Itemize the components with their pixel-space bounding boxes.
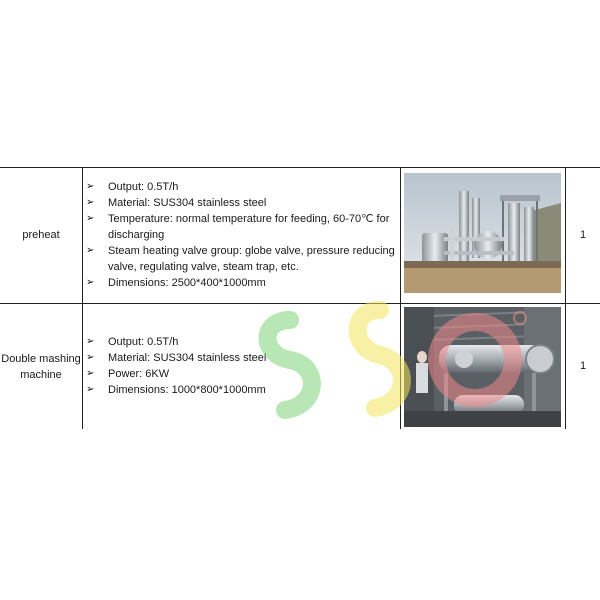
spec-item: ➢ Steam heating valve group: globe valve, pressure reducing valve, regulating valve, steam trap, etc. (86, 245, 395, 273)
arrow-bullet-icon: ➢ (86, 245, 95, 256)
quantity-cell: 1 (579, 229, 587, 241)
equipment-table (0, 167, 600, 429)
equipment-name-cell (0, 167, 82, 303)
equipment-name: preheat (22, 229, 60, 241)
quantity-cell: 1 (579, 360, 587, 372)
row-border-top (0, 167, 600, 168)
spec-item: ➢ Dimensions: 1000*800*1000mm (86, 384, 266, 396)
spec-item: ➢ Dimensions: 2500*400*1000mm (86, 277, 266, 289)
arrow-bullet-icon: ➢ (86, 181, 95, 192)
spec-item: ➢ Power: 6KW (86, 368, 170, 380)
spec-item: ➢ Material: SUS304 stainless steel (86, 352, 267, 364)
equipment-name-cell (0, 304, 82, 429)
arrow-bullet-icon: ➢ (86, 384, 95, 395)
spec-item: ➢ Material: SUS304 stainless steel (86, 197, 267, 209)
column-border-3 (565, 167, 566, 429)
arrow-bullet-icon: ➢ (86, 277, 95, 288)
spec-item: ➢ Output: 0.5T/h (86, 181, 179, 193)
spec-item: ➢ Temperature: normal temperature for feeding, 60-70℃ for discharging (86, 213, 390, 241)
arrow-bullet-icon: ➢ (86, 368, 95, 379)
arrow-bullet-icon: ➢ (86, 352, 95, 363)
mashing-machine-photo-icon (404, 307, 561, 427)
column-border-2 (400, 167, 401, 429)
arrow-bullet-icon: ➢ (86, 213, 95, 224)
arrow-bullet-icon: ➢ (86, 197, 95, 208)
column-border-1 (82, 167, 83, 429)
spec-list (86, 334, 396, 398)
evaporator-plant-photo-icon (404, 173, 561, 293)
equipment-name: Double mashing machine (1, 352, 81, 381)
spec-list (86, 179, 396, 291)
spec-item: ➢ Output: 0.5T/h (86, 336, 179, 348)
arrow-bullet-icon: ➢ (86, 336, 95, 347)
row-border-middle (0, 303, 600, 304)
